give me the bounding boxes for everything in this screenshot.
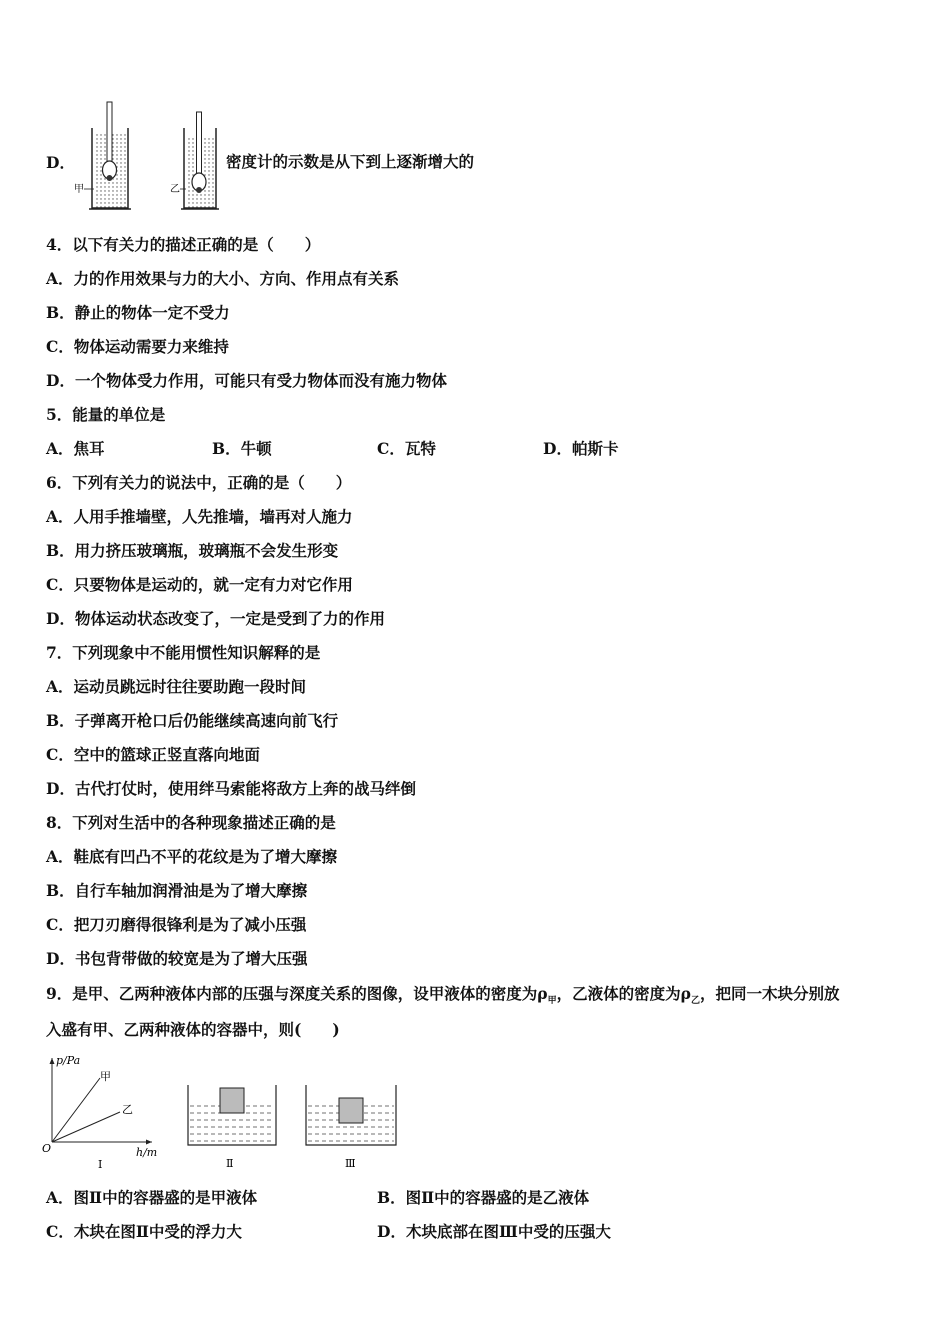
beaker-jia xyxy=(89,102,131,209)
container-2 xyxy=(188,1085,276,1170)
q8-option-b: B．自行车轴加润滑油是为了增大摩擦 xyxy=(46,881,308,900)
container-3 xyxy=(306,1085,396,1170)
q4-option-c: C．物体运动需要力来维持 xyxy=(46,337,229,356)
fig-label-3: Ⅲ xyxy=(345,1157,356,1170)
x-axis-label: h/m xyxy=(136,1146,158,1159)
q4-stem: 4．以下有关力的描述正确的是（ ） xyxy=(46,235,321,254)
q9-option-d: D．木块底部在图Ⅲ中受的压强大 xyxy=(377,1222,611,1241)
q8-option-a: A．鞋底有凹凸不平的花纹是为了增大摩擦 xyxy=(46,847,338,866)
q5-stem: 5．能量的单位是 xyxy=(46,405,166,424)
y-axis-label: p/Pa xyxy=(56,1054,81,1067)
q9-stem-line1: 9．是甲、乙两种液体内部的压强与深度关系的图像，设甲液体的密度为$\rho_甲$，乙液体的密度为$\rho_乙$，把同一木块分别放 xyxy=(46,984,840,1007)
q6-stem: 6．下列有关力的说法中，正确的是（ ） xyxy=(46,473,352,492)
q9-option-c: C．木块在图Ⅱ中受的浮力大 xyxy=(46,1222,242,1241)
q8-stem: 8．下列对生活中的各种现象描述正确的是 xyxy=(46,813,336,832)
q8-option-d: D．书包背带做的较宽是为了增大压强 xyxy=(46,949,308,968)
fig-label-yi: 乙 xyxy=(170,184,180,195)
pressure-depth-graph xyxy=(42,1054,157,1171)
q3-option-d-text: 密度计的示数是从下到上逐渐增大的 xyxy=(226,152,475,171)
q6-option-d: D．物体运动状态改变了，一定是受到了力的作用 xyxy=(46,609,385,628)
wood-block-3 xyxy=(339,1098,363,1123)
q6-option-a: A．人用手推墙壁，人先推墙，墙再对人施力 xyxy=(46,507,353,526)
q7-option-b: B．子弹离开枪口后仍能继续高速向前飞行 xyxy=(46,711,339,730)
q9-stem-line2: 入盛有甲、乙两种液体的容器中，则( ) xyxy=(46,1020,340,1039)
q5-option-c: C．瓦特 xyxy=(377,439,436,458)
line-jia-label: 甲 xyxy=(100,1070,111,1083)
q7-stem: 7．下列现象中不能用惯性知识解释的是 xyxy=(46,643,321,662)
q5-option-d: D．帕斯卡 xyxy=(543,439,619,458)
wood-block-2 xyxy=(220,1088,244,1113)
q7-option-a: A．运动员跳远时往往要助跑一段时间 xyxy=(46,677,307,696)
line-jia xyxy=(52,1078,100,1142)
q9-option-a: A．图Ⅱ中的容器盛的是甲液体 xyxy=(46,1188,258,1207)
q4-option-d: D．一个物体受力作用，可能只有受力物体而没有施力物体 xyxy=(46,371,447,390)
q9-option-b: B．图Ⅱ中的容器盛的是乙液体 xyxy=(377,1188,590,1207)
line-yi-label: 乙 xyxy=(122,1103,133,1116)
q3-option-d-label: D． xyxy=(46,153,75,172)
fig-label-2: Ⅱ xyxy=(226,1157,234,1170)
hydrometer-figure xyxy=(72,98,222,214)
q6-option-b: B．用力挤压玻璃瓶，玻璃瓶不会发生形变 xyxy=(46,541,339,560)
q4-option-b: B．静止的物体一定不受力 xyxy=(46,303,230,322)
beaker-yi xyxy=(181,112,219,209)
q6-option-c: C．只要物体是运动的，就一定有力对它作用 xyxy=(46,575,353,594)
origin-label: O xyxy=(42,1142,52,1155)
q5-option-a: A．焦耳 xyxy=(46,439,105,458)
fig-label-1: Ⅰ xyxy=(98,1158,103,1171)
q7-option-d: D．古代打仗时，使用绊马索能将敌方上奔的战马绊倒 xyxy=(46,779,416,798)
q7-option-c: C．空中的篮球正竖直落向地面 xyxy=(46,745,260,764)
q4-option-a: A．力的作用效果与力的大小、方向、作用点有关系 xyxy=(46,269,400,288)
fig-label-jia: 甲 xyxy=(74,184,84,195)
q8-option-c: C．把刀刃磨得很锋利是为了减小压强 xyxy=(46,915,307,934)
q5-option-b: B．牛顿 xyxy=(212,439,272,458)
line-yi xyxy=(52,1112,120,1142)
q9-figure xyxy=(40,1050,410,1175)
